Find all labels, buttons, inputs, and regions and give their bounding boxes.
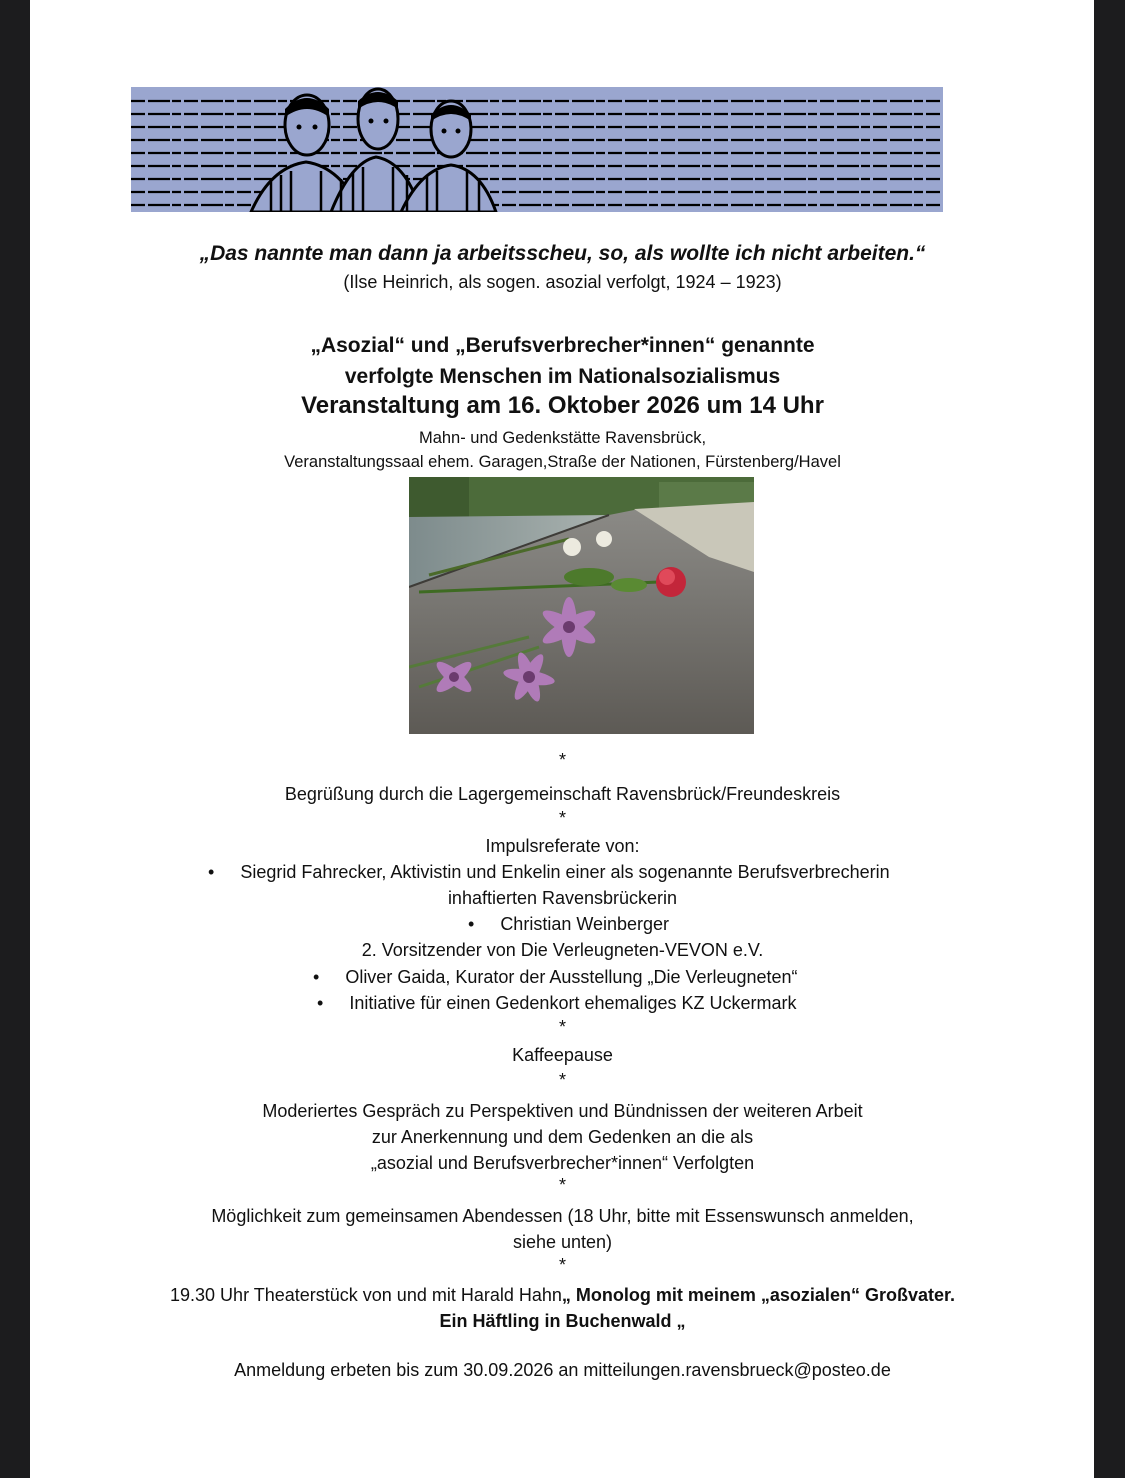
bullet-icon: • bbox=[313, 967, 320, 987]
headline-line-2: verfolgte Menschen im Nationalsozialismus bbox=[344, 365, 781, 388]
coffee-break: Kaffeepause bbox=[512, 1045, 613, 1065]
headline-line-1: „Asozial“ und „Berufsverbrecher*innen“ genannte bbox=[310, 334, 815, 357]
speaker-1-line-1: Siegrid Fahrecker, Aktivistin und Enkelin einer als sogenannte Berufsverbrecherin bbox=[240, 862, 890, 882]
discussion-line-1: Moderiertes Gespräch zu Perspektiven und Bündnissen der weiteren Arbeit bbox=[262, 1101, 863, 1121]
theater-prefix: 19.30 Uhr Theaterstück von und mit Harald Hahn bbox=[170, 1285, 562, 1305]
separator-star: * bbox=[558, 1070, 566, 1090]
theater-title-part-2: Ein Häftling in Buchenwald „ bbox=[439, 1311, 686, 1331]
dinner-line-1: Möglichkeit zum gemeinsamen Abendessen (18 Uhr, bitte mit Essenswunsch anmelden, bbox=[211, 1206, 914, 1226]
memorial-flowers-photo bbox=[409, 477, 754, 734]
bullet-icon: • bbox=[208, 862, 215, 882]
theater bbox=[0, 1282, 1125, 1334]
separator-star: * bbox=[558, 1017, 566, 1037]
theater-title-part-1: „ Monolog mit meinem „asozialen“ Großvater. bbox=[561, 1285, 955, 1305]
theater-line-1 bbox=[0, 1282, 1125, 1308]
speaker-2-line-2: 2. Vorsitzender von Die Verleugneten-VEVON e.V. bbox=[361, 940, 764, 960]
location bbox=[0, 426, 1125, 474]
quote: „Das nannte man dann ja arbeitsscheu, so, als wollte ich nicht arbeiten.“ bbox=[199, 242, 926, 265]
location-line-2: Veranstaltungssaal ehem. Garagen,Straße der Nationen, Fürstenberg/Havel bbox=[284, 453, 841, 471]
discussion-line-3: „asozial und Berufsverbrecher*innen“ Verfolgten bbox=[370, 1153, 755, 1173]
quote-attribution: (Ilse Heinrich, als sogen. asozial verfolgt, 1924 – 1923) bbox=[343, 272, 782, 292]
greeting-line: Begrüßung durch die Lagergemeinschaft Ravensbrück/Freundeskreis bbox=[284, 784, 841, 804]
headline bbox=[0, 330, 1125, 392]
separator-star: * bbox=[558, 808, 566, 828]
separator-star: * bbox=[558, 1175, 566, 1195]
bullet-icon: • bbox=[468, 914, 475, 934]
talks-heading: Impulsreferate von: bbox=[485, 836, 640, 856]
dinner-line-2: siehe unten) bbox=[512, 1232, 613, 1252]
event-date-title: Veranstaltung am 16. Oktober 2026 um 14 Uhr bbox=[301, 392, 824, 419]
discussion-line-2: zur Anerkennung und dem Gedenken an die als bbox=[371, 1127, 754, 1147]
speaker-2-line-1: Christian Weinberger bbox=[500, 914, 670, 934]
banner-illustration bbox=[131, 87, 943, 212]
speaker-2 bbox=[468, 914, 669, 935]
discussion bbox=[0, 1098, 1125, 1176]
speaker-4-text: Initiative für einen Gedenkort ehemaliges KZ Uckermark bbox=[349, 993, 797, 1013]
barbed-wire-faces-icon bbox=[131, 87, 943, 212]
speaker-1-line-2: inhaftierten Ravensbrückerin bbox=[447, 888, 678, 908]
dinner bbox=[0, 1203, 1125, 1255]
separator-star: * bbox=[558, 1255, 566, 1275]
bullet-icon: • bbox=[317, 993, 324, 1013]
speaker-1 bbox=[208, 862, 890, 883]
speaker-4 bbox=[317, 993, 797, 1014]
theater-line-2 bbox=[0, 1308, 1125, 1334]
speaker-3 bbox=[313, 967, 798, 988]
separator-star: * bbox=[558, 750, 566, 770]
speaker-3-text: Oliver Gaida, Kurator der Ausstellung „Die Verleugneten“ bbox=[345, 967, 798, 987]
location-line-1: Mahn- und Gedenkstätte Ravensbrück, bbox=[418, 429, 707, 447]
registration-info: Anmeldung erbeten bis zum 30.09.2026 an mitteilungen.ravensbrueck@posteo.de bbox=[234, 1360, 891, 1380]
